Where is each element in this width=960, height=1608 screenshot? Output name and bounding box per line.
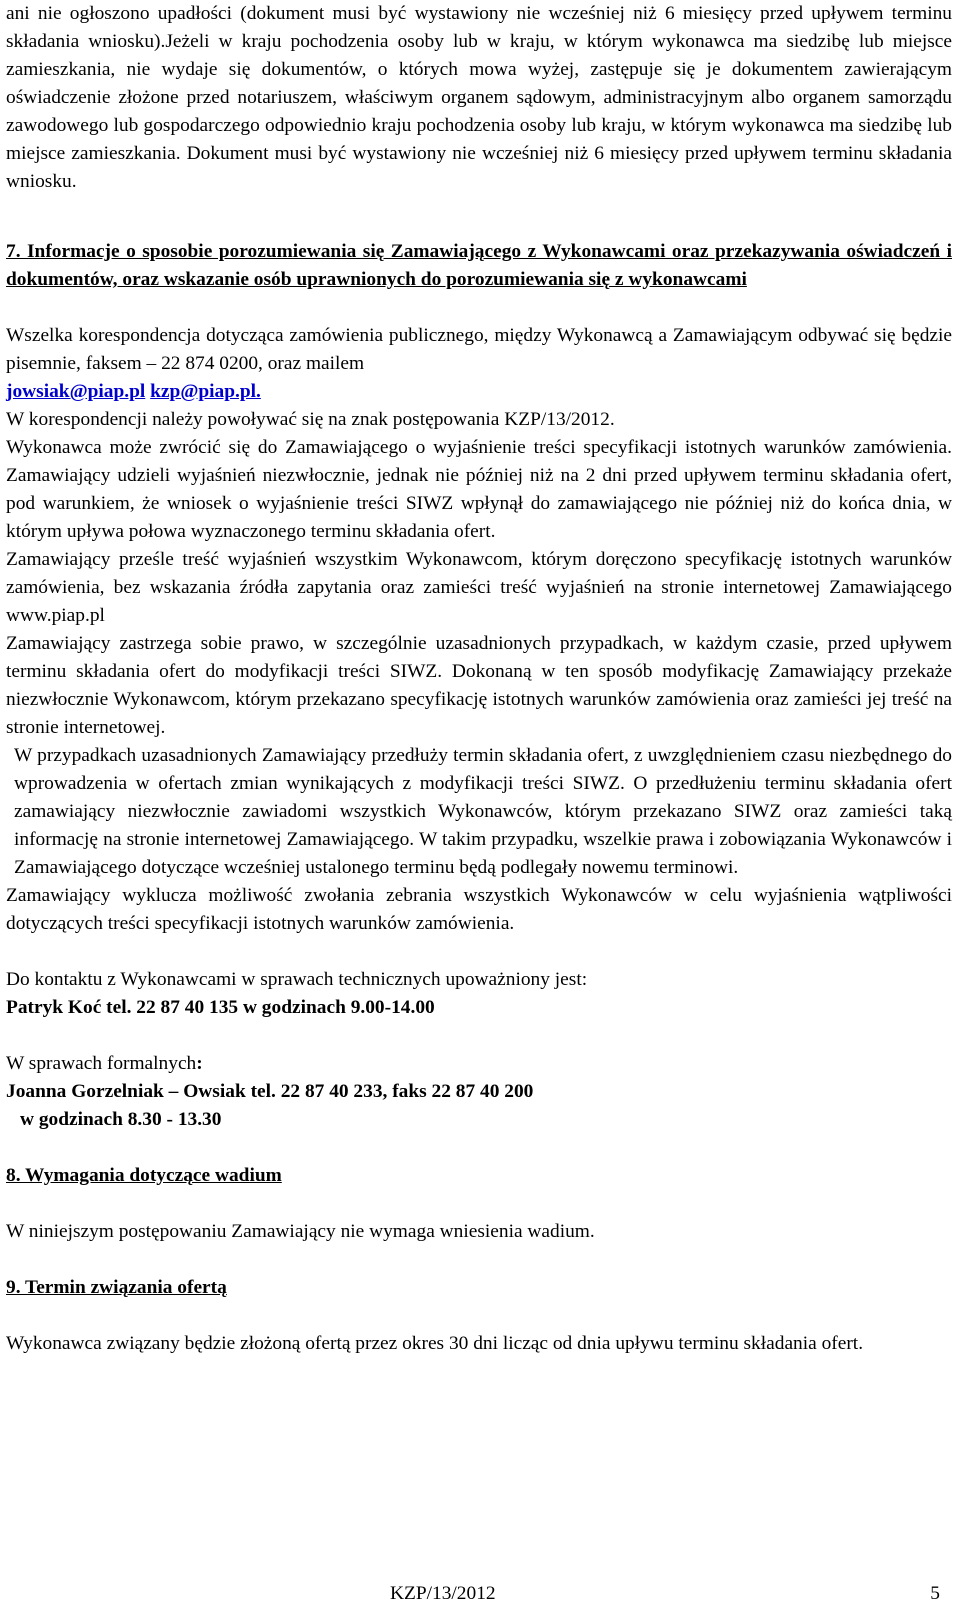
correspondence-reference: W korespondencji należy powoływać się na znak postępowania KZP/13/2012.: [6, 409, 615, 430]
footer-page-number: 5: [930, 1583, 940, 1604]
email-link-kzp[interactable]: kzp@piap.pl.: [150, 381, 261, 402]
technical-contact-person: Patryk Koć tel. 22 87 40 135 w godzinach 9.00-14.00: [6, 997, 435, 1018]
formal-contact-label: W sprawach formalnych: [6, 1053, 197, 1074]
document-page: [6, 0, 952, 1358]
clarification-paragraph: Wykonawca może zwrócić się do Zamawiającego o wyjaśnienie treści specyfikacji istotnych warunków zamówienia. Zamawiający udzieli wyjaśnień niezwłocznie, jednak nie później niż na 2 dni przed upływem terminu składania ofert, pod warunkiem, że wniosek o wyjaśnienie treści SIWZ wpłynął do zamawiającego nie później niż do końca dnia, w którym upływa połowa wyznaczonego terminu składania ofert.: [6, 437, 952, 542]
formal-contact-intro: [6, 1050, 952, 1078]
spacer: [6, 1302, 952, 1330]
correspondence-paragraph: [6, 322, 952, 406]
spacer: [6, 1246, 952, 1274]
email-link-jowsiak[interactable]: jowsiak@piap.pl: [6, 381, 146, 402]
spacer: [6, 224, 952, 238]
spacer: [6, 938, 952, 966]
section-7-heading: 7. Informacje o sposobie porozumiewania się Zamawiającego z Wykonawcami oraz przekazywania oświadczeń i dokumentów, oraz wskazanie osób uprawnionych do porozumiewania się z wykonawcami: [6, 241, 952, 290]
technical-contact-intro: Do kontaktu z Wykonawcami w sprawach technicznych upoważniony jest:: [6, 969, 588, 990]
spacer: [6, 294, 952, 322]
spacer: [6, 1022, 952, 1050]
extension-paragraph: W przypadkach uzasadnionych Zamawiający przedłuży termin składania ofert, z uwzględnieniem czasu niezbędnego do wprowadzenia w ofertach zmian wynikających z modyfikacji treści SIWZ. O przedłużeniu terminu składania ofert zamawiający niezwłocznie zawiadomi wszystkich Wykonawców, którym przekazano SIWZ oraz zamieści taką informację na stronie internetowej Zamawiającego. W takim przypadku, wszelkie prawa i zobowiązania Wykonawców i Zamawiającego dotyczące wcześniej ustalonego terminu będą podlegały nowemu terminowi.: [14, 745, 952, 878]
page-footer: [0, 1580, 960, 1608]
footer-reference: KZP/13/2012: [390, 1583, 496, 1604]
formal-contact-person: Joanna Gorzelniak – Owsiak tel. 22 87 40 233, faks 22 87 40 200: [6, 1081, 534, 1102]
section-9-text: Wykonawca związany będzie złożoną ofertą przez okres 30 dni licząc od dnia upływu terminu składania ofert.: [6, 1333, 864, 1354]
formal-contact-hours: w godzinach 8.30 - 13.30: [20, 1109, 222, 1130]
spacer: [6, 1190, 952, 1218]
section-8-heading: 8. Wymagania dotyczące wadium: [6, 1165, 282, 1186]
spacer: [6, 196, 952, 224]
forward-paragraph: Zamawiający prześle treść wyjaśnień wszystkim Wykonawcom, którym doręczono specyfikację istotnych warunków zamówienia, bez wskazania źródła zapytania oraz zamieści treść wyjaśnień na stronie internetowej Zamawiającego www.piap.pl: [6, 549, 952, 626]
top-paragraph: ani nie ogłoszono upadłości (dokument musi być wystawiony nie wcześniej niż 6 miesięcy przed upływem terminu składania wniosku).Jeżeli w kraju pochodzenia osoby lub w kraju, w którym wykonawca ma siedzibę lub miejsce zamieszkania, nie wydaje się dokumentów, o których mowa wyżej, zastępuje się je dokumentem zawierającym oświadczenie złożone przed notariuszem, właściwym organem sądowym, administracyjnym albo organem samorządu zawodowego lub gospodarczego odpowiednio kraju pochodzenia osoby lub kraju, w którym wykonawca ma siedzibę lub miejsce zamieszkania. Dokument musi być wystawiony nie wcześniej niż 6 miesięcy przed upływem terminu składania wniosku.: [6, 3, 952, 192]
correspondence-text: Wszelka korespondencja dotycząca zamówienia publicznego, między Wykonawcą a Zamawiającym odbywać się będzie pisemnie, faksem – 22 874 0200, oraz mailem: [6, 325, 952, 374]
meeting-paragraph: Zamawiający wyklucza możliwość zwołania zebrania wszystkich Wykonawców w celu wyjaśnienia wątpliwości dotyczących treści specyfikacji istotnych warunków zamówienia.: [6, 885, 952, 934]
section-8-text: W niniejszym postępowaniu Zamawiający nie wymaga wniesienia wadium.: [6, 1221, 595, 1242]
spacer: [6, 1134, 952, 1162]
modification-paragraph: Zamawiający zastrzega sobie prawo, w szczególnie uzasadnionych przypadkach, w każdym czasie, przed upływem terminu składania ofert do modyfikacji treści SIWZ. Dokonaną w ten sposób modyfikację Zamawiający przekaże niezwłocznie Wykonawcom, którym przekazano specyfikację istotnych warunków zamówienia oraz zamieści jej treść na stronie internetowej.: [6, 633, 952, 738]
section-9-heading: 9. Termin związania ofertą: [6, 1277, 227, 1298]
formal-contact-colon: :: [196, 1053, 203, 1074]
